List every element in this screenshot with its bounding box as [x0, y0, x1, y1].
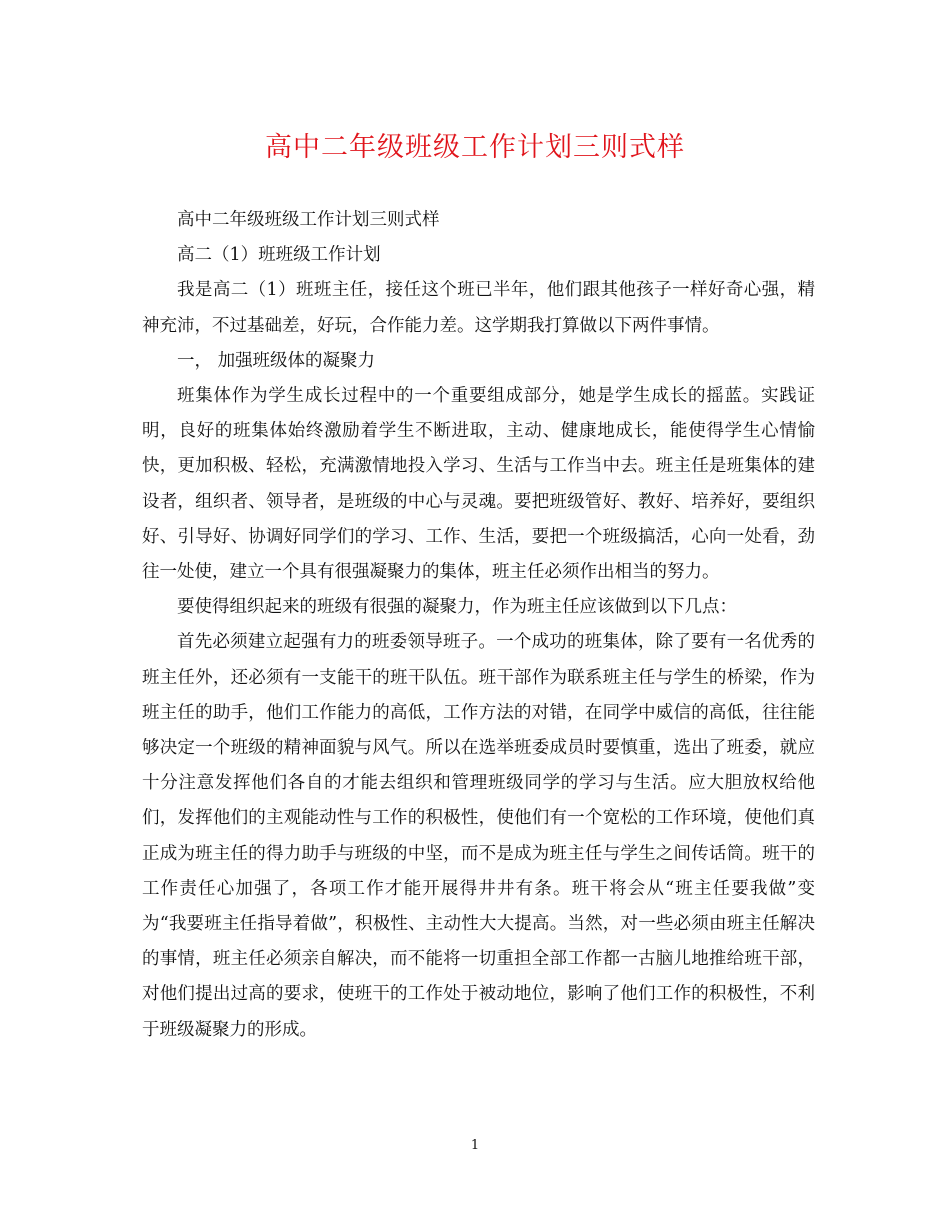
paragraph-requirements: 要使得组织起来的班级有很强的凝聚力，作为班主任应该做到以下几点：: [177, 597, 737, 618]
paragraph-class-committee: 首先必须建立起强有力的班委领导班子。一个成功的班集体，除了要有一名优秀的班主任外，还必须有一支能干的班干队伍。班干部作为联系班主任与学生的桥梁，作为班主任的助手，他们工作能力的高低，工作方法的对错，在同学中威信的高低，往往能够决定一个班级的精神面貌与风气。所以在选举班委成员时要慎重，选出了班委，就应十分注意发挥他们各自的才能去组织和管理班级同学的学习与生活。应大胆放权给他们，发挥他们的主观能动性与工作的积极性，使他们有一个宽松的工作环境，使他们真正成为班主任的得力助手与班级的中坚，而不是成为班主任与学生之间传话筒。班干的工作责任心加强了，各项工作才能开展得井井有条。班干将会从“班主任要我做”变为“我要班主任指导着做”，积极性、主动性大大提高。当然，对一些必须由班主任解决的事情，班主任必须亲自解决，而不能将一切重担全部工作都一古脑儿地推给班干部，对他们提出过高的要求，使班干的工作处于被动地位，影响了他们工作的积极性，不利于班级凝聚力的形成。: [142, 632, 815, 1040]
paragraph-subtitle: 高中二年级班级工作计划三则式样: [177, 210, 440, 230]
section-heading-cohesion: 一， 加强班级体的凝聚力: [177, 350, 376, 371]
page-number: 1: [470, 1138, 480, 1153]
paragraph-introduction: 我是高二（1）班班主任，接任这个班已半年，他们跟其他孩子一样好奇心强，精神充沛，不过基础差，好玩，合作能力差。这学期我打算做以下两件事情。: [142, 280, 815, 336]
paragraph-class-collective: 班集体作为学生成长过程中的一个重要组成部分，她是学生成长的摇蓝。实践证明，良好的班集体始终激励着学生不断进取，主动、健康地成长，能使得学生心情愉快，更加积极、轻松，充满激情地投入学习、生活与工作当中去。班主任是班集体的建设者，组织者、领导者，是班级的中心与灵魂。要把班级管好、教好、培养好，要组织好、引导好、协调好同学们的学习、工作、生活，要把一个班级搞活，心向一处看，劲往一处使，建立一个具有很强凝聚力的集体，班主任必须作出相当的努力。: [142, 386, 815, 583]
paragraph-class-plan-heading: 高二（1）班班级工作计划: [177, 245, 381, 266]
document-body: [142, 203, 815, 1048]
document-title: 高中二年级班级工作计划三则式样: [265, 132, 685, 163]
